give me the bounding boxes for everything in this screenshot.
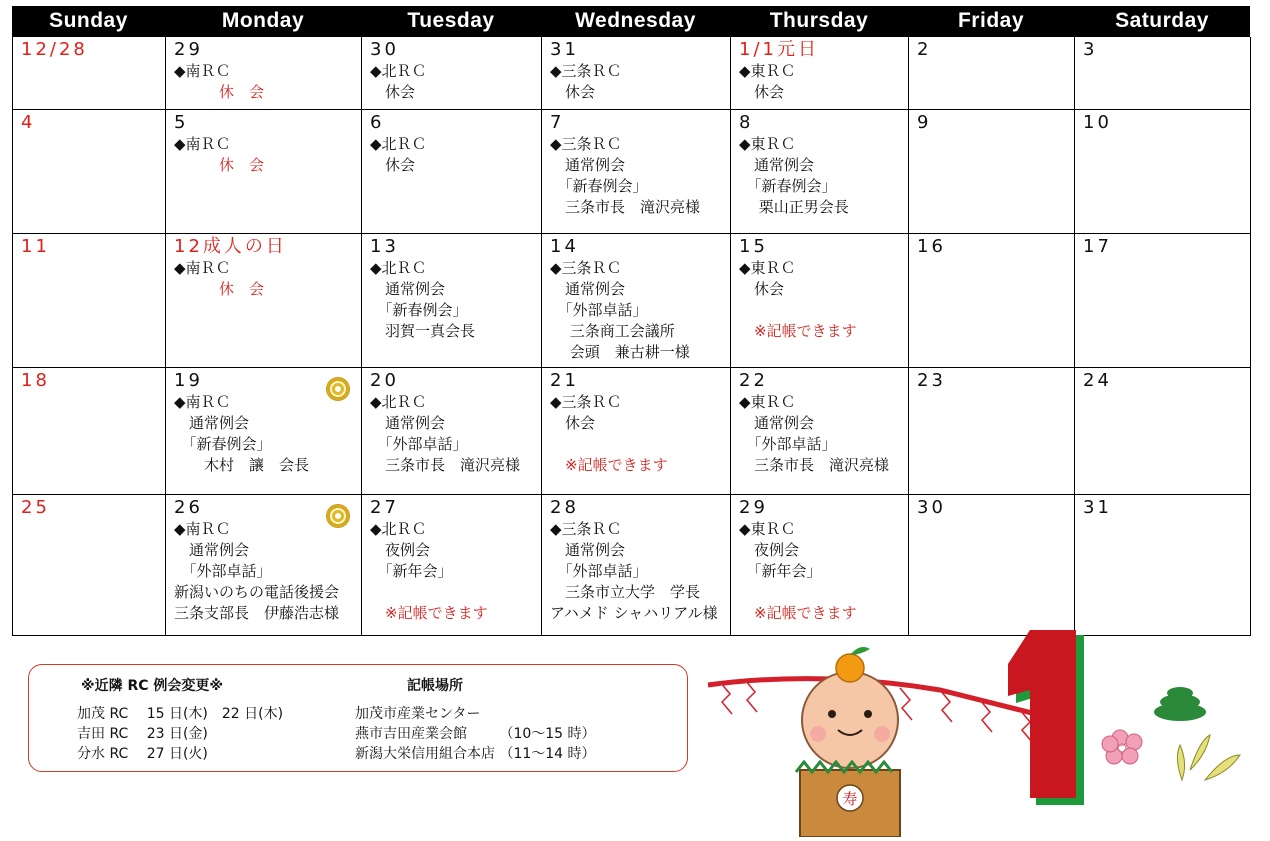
event-line: ※記帳できます <box>739 322 857 340</box>
mandarin-leaf <box>850 647 870 655</box>
club-name: ◆北ＲＣ <box>370 520 427 538</box>
bamboo-leaves-icon <box>1177 735 1240 780</box>
plum-blossom-icon <box>1102 730 1142 764</box>
event-line: 羽賀一真会長 <box>370 322 476 340</box>
event-line: 「新春例会」 <box>174 435 272 453</box>
weekday-sunday: Sunday <box>49 9 128 32</box>
weekday-friday: Friday <box>957 9 1025 32</box>
day-number: 15 <box>739 236 768 257</box>
event-line: 三条市長 滝沢亮様 <box>739 456 890 474</box>
event-line: 「新春例会」 <box>739 177 837 195</box>
character-eye <box>828 710 836 718</box>
event-line: 通常例会 <box>550 280 626 298</box>
event-line: 通常例会 <box>174 541 250 559</box>
event-line: 「新年会」 <box>370 562 453 580</box>
day-number: 30 <box>370 39 399 60</box>
event-line: 三条市長 滝沢亮様 <box>550 198 701 216</box>
day-number: 20 <box>370 370 399 391</box>
day-cell <box>1075 110 1251 234</box>
day-number: 29 <box>739 497 768 518</box>
day-number: 2 <box>917 39 932 60</box>
event-line: 「外部卓話」 <box>550 301 648 319</box>
day-number: 3 <box>1083 39 1098 60</box>
event-line <box>739 300 908 321</box>
number-one <box>1008 630 1076 798</box>
weekday-monday: Monday <box>221 9 305 32</box>
day-cell <box>362 495 542 636</box>
day-cell <box>909 110 1075 234</box>
day-number: 7 <box>550 112 565 133</box>
day-cell <box>542 495 731 636</box>
club-name: ◆三条ＲＣ <box>550 135 622 153</box>
day-cell <box>166 110 362 234</box>
event-line: 休会 <box>550 414 596 432</box>
day-cell <box>1075 368 1251 495</box>
club-name: ◆南ＲＣ <box>174 259 231 277</box>
day-number: 12/28 <box>21 39 88 60</box>
event-line: 三条商工会議所 <box>550 322 675 340</box>
day-cell <box>731 495 909 636</box>
day-cell <box>731 110 909 234</box>
day-number: 22 <box>739 370 768 391</box>
club-name: ◆北ＲＣ <box>370 393 427 411</box>
club-name: ◆南ＲＣ <box>174 135 231 153</box>
character-cheek <box>874 726 890 742</box>
club-name: ◆北ＲＣ <box>370 62 427 80</box>
day-number: 13 <box>370 236 399 257</box>
day-cell <box>909 37 1075 110</box>
day-cell <box>166 368 362 495</box>
day-number: 30 <box>917 497 946 518</box>
club-name: ◆三条ＲＣ <box>550 259 622 277</box>
day-cell <box>542 37 731 110</box>
day-number: 23 <box>917 370 946 391</box>
day-number: 19 <box>174 370 203 391</box>
event-line: アハメド シャハリアル様 <box>550 604 718 622</box>
character-face <box>802 672 898 768</box>
event-line: 休 会 <box>174 280 265 298</box>
weekday-saturday: Saturday <box>1115 9 1209 32</box>
day-number: 10 <box>1083 112 1112 133</box>
change-row: 加茂 RC 15 日(木) 22 日(木) <box>77 706 284 722</box>
club-name: ◆南ＲＣ <box>174 520 231 538</box>
day-cell <box>909 495 1075 636</box>
event-line: 「外部卓話」 <box>370 435 468 453</box>
character-cheek <box>810 726 826 742</box>
day-number: 26 <box>174 497 203 518</box>
day-number: 31 <box>1083 497 1112 518</box>
day-cell <box>13 495 166 636</box>
day-cell <box>731 368 909 495</box>
event-line: 通常例会 <box>370 280 446 298</box>
club-name: ◆三条ＲＣ <box>550 520 622 538</box>
day-number: 11 <box>21 236 50 257</box>
weekday-tuesday: Tuesday <box>407 9 495 32</box>
day-number: 12成人の日 <box>174 236 287 257</box>
day-cell <box>731 234 909 368</box>
day-number: 17 <box>1083 236 1112 257</box>
place-row: 加茂市産業センター <box>355 706 481 722</box>
day-cell <box>1075 495 1251 636</box>
club-name: ◆東ＲＣ <box>739 393 796 411</box>
day-number: 14 <box>550 236 579 257</box>
event-line: 通常例会 <box>550 156 626 174</box>
day-cell <box>542 234 731 368</box>
barrel-label: 寿 <box>842 790 858 808</box>
day-cell <box>13 368 166 495</box>
event-line: 休会 <box>370 156 416 174</box>
rotary-wheel-icon <box>327 505 349 527</box>
event-line: ※記帳できます <box>370 604 488 622</box>
event-line: 「外部卓話」 <box>550 562 648 580</box>
day-number: 8 <box>739 112 754 133</box>
day-cell <box>362 234 542 368</box>
event-line: 通常例会 <box>550 541 626 559</box>
day-number: 24 <box>1083 370 1112 391</box>
club-name: ◆東ＲＣ <box>739 259 796 277</box>
day-number: 16 <box>917 236 946 257</box>
day-number: 5 <box>174 112 189 133</box>
day-number: 29 <box>174 39 203 60</box>
event-line: 木村 讓 会長 <box>174 456 310 474</box>
event-line: 休会 <box>550 83 596 101</box>
place-row: 新潟大栄信用組合本店 （11〜14 時） <box>355 746 596 762</box>
event-line: 休会 <box>370 83 416 101</box>
day-cell <box>13 234 166 368</box>
event-line: 「外部卓話」 <box>739 435 837 453</box>
event-line: 新潟いのちの電話後援会 <box>174 583 340 601</box>
club-name: ◆南ＲＣ <box>174 393 231 411</box>
day-cell <box>362 110 542 234</box>
club-name: ◆東ＲＣ <box>739 135 796 153</box>
day-cell <box>13 110 166 234</box>
club-name: ◆東ＲＣ <box>739 520 796 538</box>
day-number: 25 <box>21 497 50 518</box>
event-line: ※記帳できます <box>550 456 668 474</box>
notes-box <box>28 664 688 772</box>
club-name: ◆北ＲＣ <box>370 135 427 153</box>
day-number: 18 <box>21 370 50 391</box>
day-cell <box>909 368 1075 495</box>
club-name: ◆北ＲＣ <box>370 259 427 277</box>
event-line: 「外部卓話」 <box>174 562 272 580</box>
day-number: 4 <box>21 112 36 133</box>
day-cell <box>13 37 166 110</box>
event-line: 会頭 兼古耕一様 <box>550 343 690 361</box>
day-cell <box>166 234 362 368</box>
calendar-grid <box>12 36 1250 636</box>
club-name: ◆東ＲＣ <box>739 62 796 80</box>
day-cell <box>362 37 542 110</box>
day-cell <box>542 368 731 495</box>
changes-title: ※近隣 RC 例会変更※ <box>81 678 224 694</box>
rotary-wheel-icon <box>327 378 349 400</box>
day-cell <box>909 234 1075 368</box>
event-line <box>550 434 730 455</box>
event-line: 三条市長 滝沢亮様 <box>370 456 521 474</box>
day-cell <box>362 368 542 495</box>
day-cell <box>542 110 731 234</box>
character-eye <box>864 710 872 718</box>
event-line <box>739 582 908 603</box>
event-line: 三条市立大学 学長 <box>550 583 701 601</box>
club-name: ◆南ＲＣ <box>174 62 231 80</box>
day-number: 1/1元日 <box>739 39 819 60</box>
places-title: 記帳場所 <box>407 678 463 694</box>
day-number: 21 <box>550 370 579 391</box>
day-number: 28 <box>550 497 579 518</box>
event-line: 「新春例会」 <box>550 177 648 195</box>
club-name: ◆三条ＲＣ <box>550 62 622 80</box>
event-line: 三条支部長 伊藤浩志様 <box>174 604 340 622</box>
event-line: ※記帳できます <box>739 604 857 622</box>
day-cell <box>166 37 362 110</box>
day-cell <box>731 37 909 110</box>
event-line: 通常例会 <box>370 414 446 432</box>
change-row: 吉田 RC 23 日(金) <box>77 726 208 742</box>
day-number: 31 <box>550 39 579 60</box>
pine-icon <box>1154 687 1206 721</box>
day-number: 27 <box>370 497 399 518</box>
event-line <box>370 582 541 603</box>
place-row: 燕市吉田産業会館 （10〜15 時） <box>355 726 596 742</box>
day-number: 9 <box>917 112 932 133</box>
mandarin-orange <box>836 654 864 682</box>
new-year-illustration <box>700 630 1250 837</box>
event-line: 通常例会 <box>174 414 250 432</box>
calendar <box>12 6 1250 636</box>
event-line: 通常例会 <box>739 414 815 432</box>
illustration-svg <box>700 630 1250 837</box>
day-cell <box>1075 37 1251 110</box>
event-line: 休 会 <box>174 83 265 101</box>
club-name: ◆三条ＲＣ <box>550 393 622 411</box>
event-line: 休会 <box>739 83 785 101</box>
event-line: 栗山正男会長 <box>739 198 849 216</box>
event-line: 夜例会 <box>370 541 431 559</box>
weekday-header <box>12 6 1250 36</box>
event-line: 通常例会 <box>739 156 815 174</box>
event-line: 休 会 <box>174 156 265 174</box>
weekday-thursday: Thursday <box>769 9 869 32</box>
day-cell <box>166 495 362 636</box>
weekday-wednesday: Wednesday <box>575 9 696 32</box>
day-number: 6 <box>370 112 385 133</box>
event-line: 夜例会 <box>739 541 800 559</box>
event-line: 「新春例会」 <box>370 301 468 319</box>
event-line: 休会 <box>739 280 785 298</box>
event-line: 「新年会」 <box>739 562 822 580</box>
day-cell <box>1075 234 1251 368</box>
change-row: 分水 RC 27 日(火) <box>77 746 208 762</box>
